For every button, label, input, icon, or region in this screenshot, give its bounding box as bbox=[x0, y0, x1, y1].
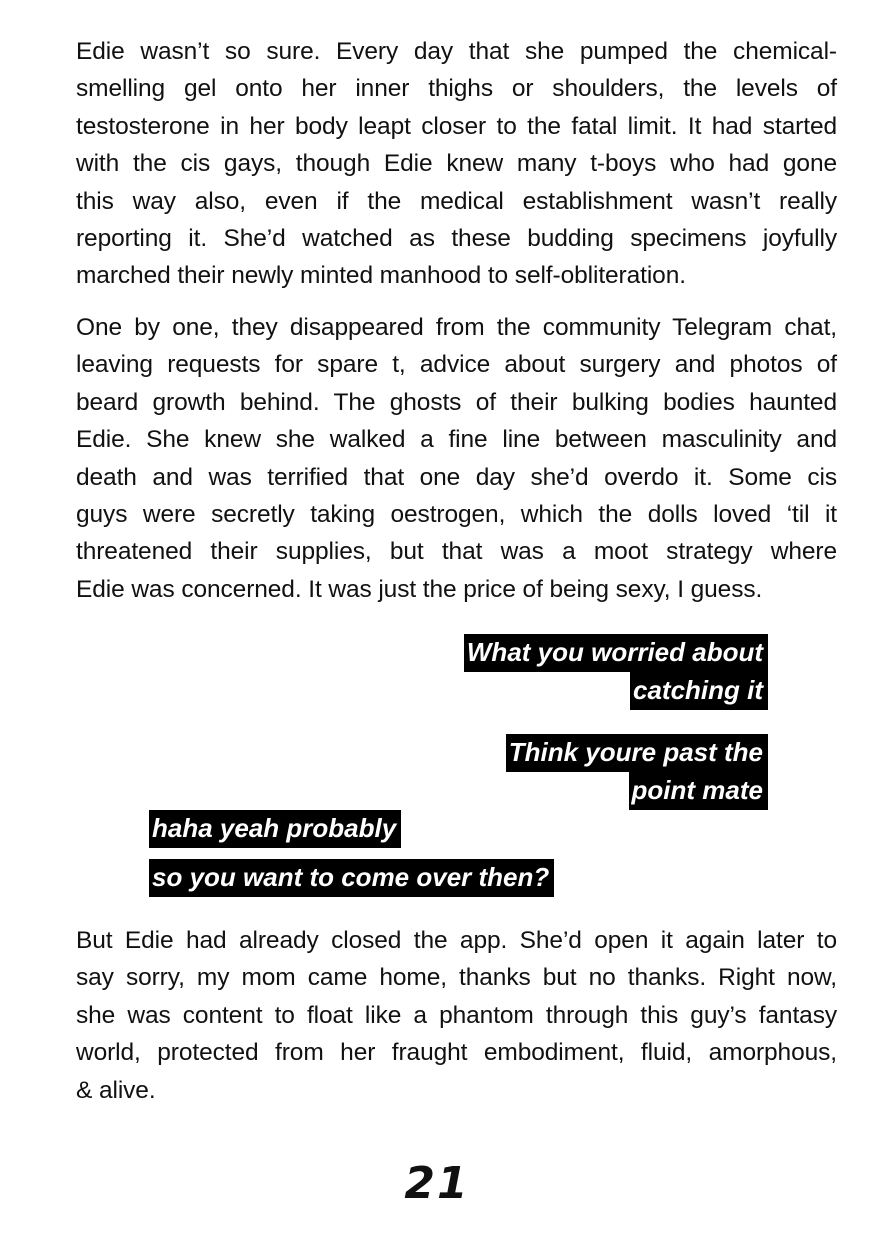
chat-message-line: point mate bbox=[629, 772, 768, 810]
chat-message-line: so you want to come over then? bbox=[149, 859, 554, 897]
page-number: 21 bbox=[404, 1158, 470, 1209]
chat-message-received-1 bbox=[464, 634, 768, 710]
text-line: smelling gel onto her inner thighs or shoulders, the levels of bbox=[76, 75, 837, 103]
text-line: Edie. She knew she walked a fine line between masculinity and bbox=[76, 426, 837, 454]
chat-message-sent-1 bbox=[149, 810, 401, 848]
text-line: reporting it. She’d watched as these budding specimens joyfully bbox=[76, 224, 837, 252]
chat-message-line: What you worried about bbox=[464, 634, 768, 672]
text-line: she was content to float like a phantom through this guy’s fantasy bbox=[76, 1001, 837, 1029]
text-line: Edie was concerned. It was just the price of being sexy, I guess. bbox=[76, 575, 763, 603]
paragraph-3 bbox=[76, 922, 837, 1109]
text-line: leaving requests for spare t, advice about surgery and photos of bbox=[76, 351, 837, 379]
paragraph-1 bbox=[76, 33, 837, 295]
text-line: marched their newly minted manhood to self-obliteration. bbox=[76, 262, 686, 290]
text-line: say sorry, my mom came home, thanks but no thanks. Right now, bbox=[76, 964, 837, 992]
text-line: this way also, even if the medical establishment wasn’t really bbox=[76, 187, 837, 215]
text-line: testosterone in her body leapt closer to the fatal limit. It had started bbox=[76, 112, 837, 140]
text-line: beard growth behind. The ghosts of their bulking bodies haunted bbox=[76, 388, 837, 416]
text-line: Edie wasn’t so sure. Every day that she pumped the chemical- bbox=[76, 38, 837, 65]
text-line: with the cis gays, though Edie knew many t-boys who had gone bbox=[76, 150, 837, 178]
chat-message-line: haha yeah probably bbox=[149, 810, 401, 848]
text-line: One by one, they disappeared from the community Telegram chat, bbox=[76, 314, 837, 341]
chat-message-sent-2 bbox=[149, 859, 554, 897]
text-line: death and was terrified that one day she’d overdo it. Some cis bbox=[76, 463, 837, 491]
paragraph-2 bbox=[76, 309, 837, 608]
text-line: But Edie had already closed the app. She’d open it again later to bbox=[76, 927, 837, 954]
text-line: world, protected from her fraught embodiment, fluid, amorphous, bbox=[76, 1039, 837, 1067]
text-line: threatened their supplies, but that was a moot strategy where bbox=[76, 538, 837, 566]
chat-message-line: Think youre past the bbox=[506, 734, 768, 772]
chat-message-received-2 bbox=[506, 734, 768, 810]
text-line: guys were secretly taking oestrogen, which the dolls loved ‘til it bbox=[76, 500, 837, 528]
chat-message-line: catching it bbox=[630, 672, 768, 710]
text-line: & alive. bbox=[76, 1076, 156, 1104]
